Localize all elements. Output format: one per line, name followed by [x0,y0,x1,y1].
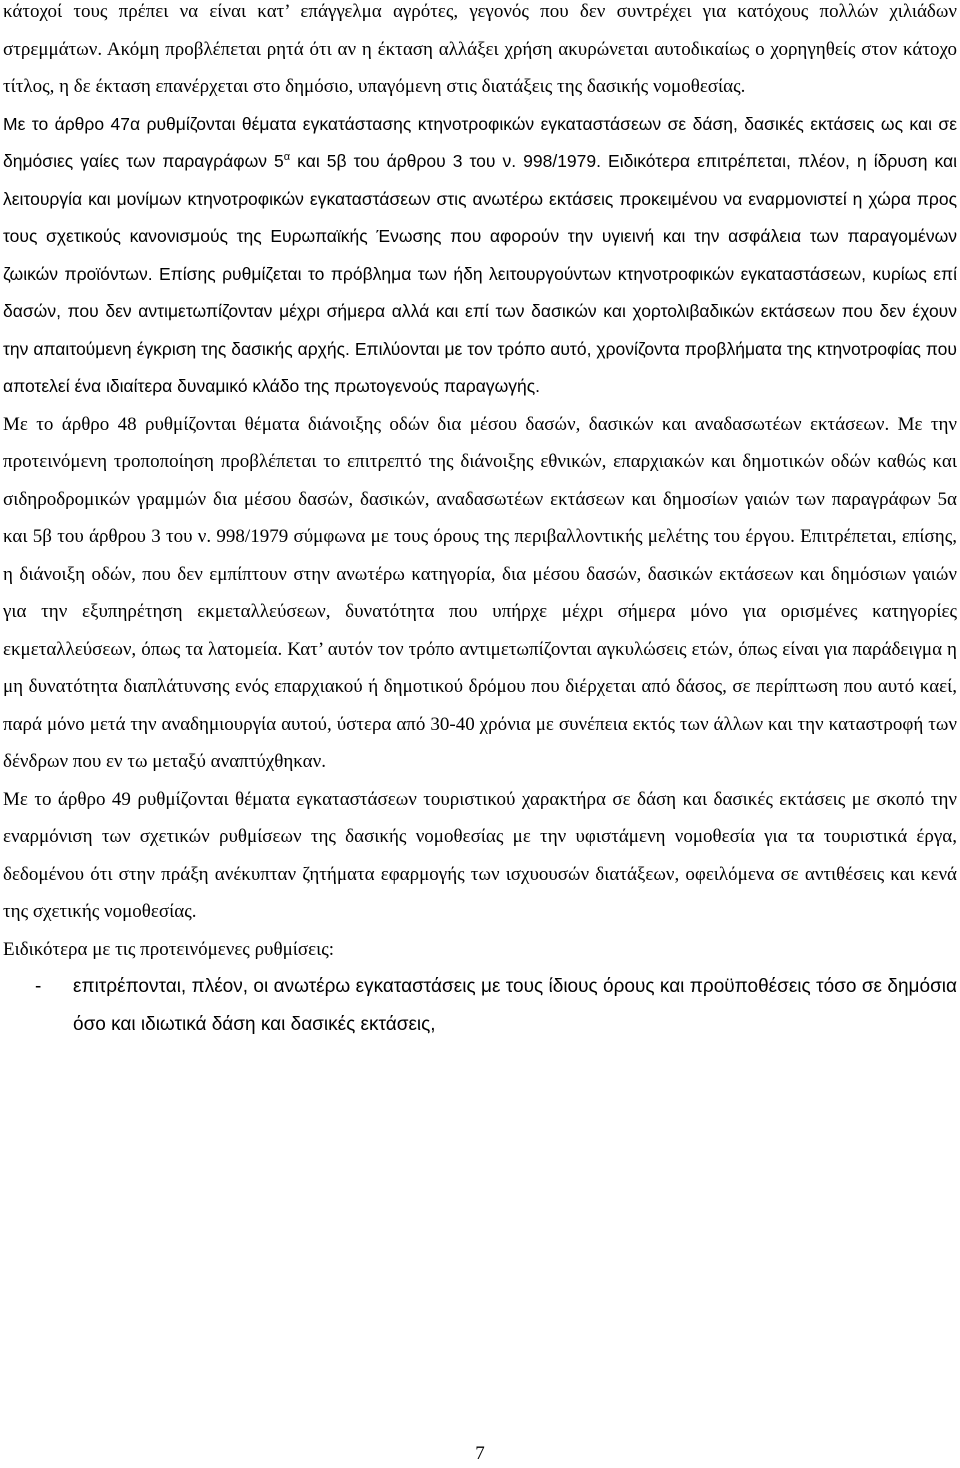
list-item-text: επιτρέπονται, πλέον, οι ανωτέρω εγκαταστάσεις με τους ίδιους όρους και προϋποθέσεις τόσο σε δημόσια όσο και ιδιωτικά δάση και δασικές εκτάσεις, [73,976,957,1035]
document-page [3,0,957,1468]
paragraph-specifically: Ειδικότερα με τις προτεινόμενες ρυθμίσεις: [3,938,334,960]
paragraph-article-47a [3,106,957,406]
page-number: 7 [475,1443,485,1464]
paragraph-article-47a-text-a: Με το άρθρο 47α ρυθμίζονται θέματα εγκατάστασης κτηνοτροφικών εγκαταστάσεων σε δάση, δασικές εκτάσεις ως και σε δημόσιες γαίες των παραγράφων 5 [3,113,957,171]
list-bullet: - [35,976,42,997]
list-item [3,968,957,1043]
paragraph-continuation: κάτοχοί τους πρέπει να είναι κατ’ επάγγελμα αγρότες, γεγονός που δεν συντρέχει για κατόχους πολλών χιλιάδων στρεμμάτων. Ακόμη προβλέπεται ρητά ότι αν η έκταση αλλάξει χρήση ακυρώνεται αυτοδικαίως ο χορηγηθείς στον κάτοχο τίτλος, η δε έκταση επανέρχεται στο δημόσιο, υπαγόμενη στις διατάξεις της δασικής νομοθεσίας. [3,1,957,97]
paragraph-article-47a-text-b: και 5β του άρθρου 3 του ν. 998/1979. Ειδικότερα επιτρέπεται, πλέον, η ίδρυση και λειτουργία και μονίμων κτηνοτροφικών εγκαταστάσεων στις ανωτέρω εκτάσεις προκειμένου να εναρμονιστεί η χώρα προς τους σχετικούς κανονισμούς της Ευρωπαϊκής Ένωσης που αφορούν την υγιεινή και την ασφάλεια των παραγομένων ζωικών προϊόντων. Επίσης ρυθμίζεται το πρόβλημα των ήδη λειτουργούντων κτηνοτροφικών εγκαταστάσεων, κυρίως επί δασών, που δεν αντιμετωπίζονταν μέχρι σήμερα αλλά και επί των δασικών και χορτολιβαδικών εκτάσεων που δεν έχουν την απαιτούμενη έγκριση της δασικής αρχής. Επιλύονται με τον τρόπο αυτό, χρονίζοντα προβλήματα της κτηνοτροφίας που αποτελεί ένα ιδιαίτερα δυναμικό κλάδο της πρωτογενούς παραγωγής. [3,151,958,396]
superscript-alpha: α [283,151,291,163]
document-body [3,0,957,1043]
paragraph-article-49: Με το άρθρο 49 ρυθμίζονται θέματα εγκαταστάσεων τουριστικού χαρακτήρα σε δάση και δασικές εκτάσεις με σκοπό την εναρμόνιση των σχετικών ρυθμίσεων της δασικής νομοθεσίας με την υφιστάμενη νομοθεσία για τα τουριστικά έργα, δεδομένου ότι στην πράξη ανέκυπταν ζητήματα εφαρμογής των ισχυουσών διατάξεων, οφειλόμενα σε αντιθέσεις και κενά της σχετικής νομοθεσίας. [3,788,957,922]
paragraph-article-48: Με το άρθρο 48 ρυθμίζονται θέματα διάνοιξης οδών δια μέσου δασών, δασικών και αναδασωτέων εκτάσεων. Με την προτεινόμενη τροποποίηση προβλέπεται το επιτρεπτό της διάνοιξης εθνικών, επαρχιακών και δημοτικών οδών καθώς και σιδηροδρομικών γραμμών δια μέσου δασών, δασικών, αναδασωτέων εκτάσεων και δημοσίων γαιών των παραγράφων 5α και 5β του άρθρου 3 του ν. 998/1979 σύμφωνα με τους όρους της περιβαλλοντικής μελέτης του έργου. Επιτρέπεται, επίσης, η διάνοιξη οδών, που δεν εμπίπτουν στην ανωτέρω κατηγορία, δια μέσου δασών, δασικών εκτάσεων και δημόσιων γαιών για την εξυπηρέτηση εκμεταλλεύσεων, δυνατότητα που υπήρχε μέχρι σήμερα μόνο για ορισμένες κατηγορίες εκμεταλλεύσεων, όπως τα λατομεία. Κατ’ αυτόν τον τρόπο αντιμετωπίζονται αγκυλώσεις ετών, όπως είναι για παράδειγμα η μη δυνατότητα διαπλάτυνσης ενός επαρχιακού ή δημοτικού δρόμου που διέρχεται από δάσος, σε περίπτωση που αυτό καεί, παρά μόνο μετά την αναδημιουργία αυτού, ύστερα από 30-40 χρόνια με συνέπεια εκτός των άλλων και την καταστροφή των δένδρων που εν τω μεταξύ αναπτύχθηκαν. [3,413,957,772]
